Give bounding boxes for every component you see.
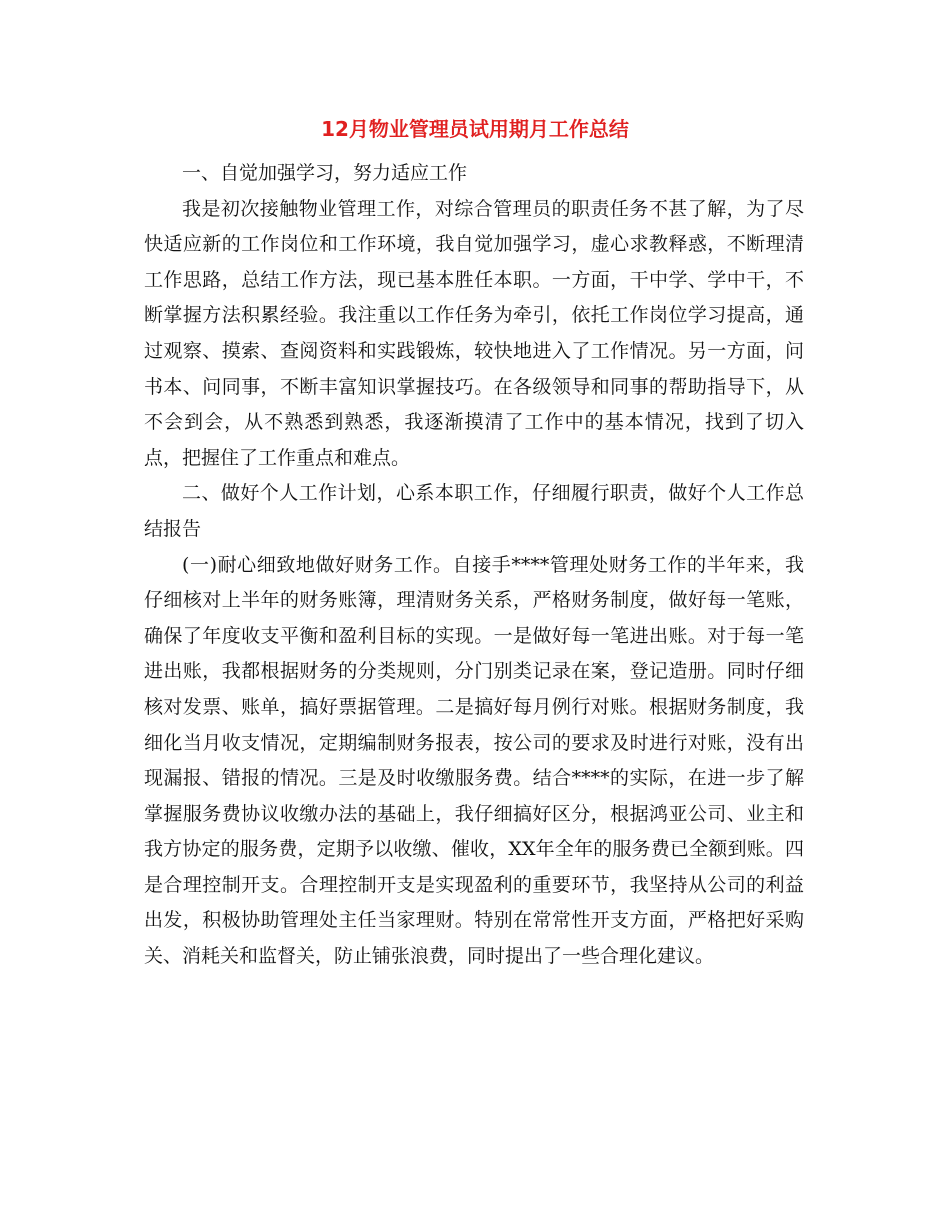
document-body [144, 156, 804, 975]
section-heading-2: 二、做好个人工作计划，心系本职工作，仔细履行职责，做好个人工作总结报告 [144, 482, 804, 540]
paragraph-study: 我是初次接触物业管理工作，对综合管理员的职责任务不甚了解，为了尽快适应新的工作岗位和工作环境，我自觉加强学习，虚心求教释惑，不断理清工作思路，总结工作方法，现已基本胜任本职。一方面，干中学、学中干，不断掌握方法积累经验。我注重以工作任务为牵引，依托工作岗位学习提高，通过观察、摸索、查阅资料和实践锻炼，较快地进入了工作情况。另一方面，问书本、问同事，不断丰富知识掌握技巧。在各级领导和同事的帮助指导下，从不会到会，从不熟悉到熟悉，我逐渐摸清了工作中的基本情况，找到了切入点，把握住了工作重点和难点。 [144, 197, 804, 469]
section-heading-1: 一、自觉加强学习，努力适应工作 [182, 162, 468, 184]
document-title: 12月物业管理员试用期月工作总结 [321, 117, 629, 141]
paragraph-finance: (一)耐心细致地做好财务工作。自接手****管理处财务工作的半年来，我仔细核对上半年的财务账簿，理清财务关系，严格财务制度，做好每一笔账，确保了年度收支平衡和盈利目标的实现。一是做好每一笔进出账。对于每一笔进出账，我都根据财务的分类规则，分门别类记录在案，登记造册。同时仔细核对发票、账单，搞好票据管理。二是搞好每月例行对账。根据财务制度，我细化当月收支情况，定期编制财务报表，按公司的要求及时进行对账，没有出现漏报、错报的情况。三是及时收缴服务费。结合****的实际，在进一步了解掌握服务费协议收缴办法的基础上，我仔细搞好区分，根据鸿亚公司、业主和我方协定的服务费，定期予以收缴、催收，XX年全年的服务费已全额到账。四是合理控制开支。合理控制开支是实现盈利的重要环节，我坚持从公司的利益出发，积极协助管理处主任当家理财。特别在常常性开支方面，严格把好采购关、消耗关和监督关，防止铺张浪费，同时提出了一些合理化建议。 [144, 553, 804, 968]
